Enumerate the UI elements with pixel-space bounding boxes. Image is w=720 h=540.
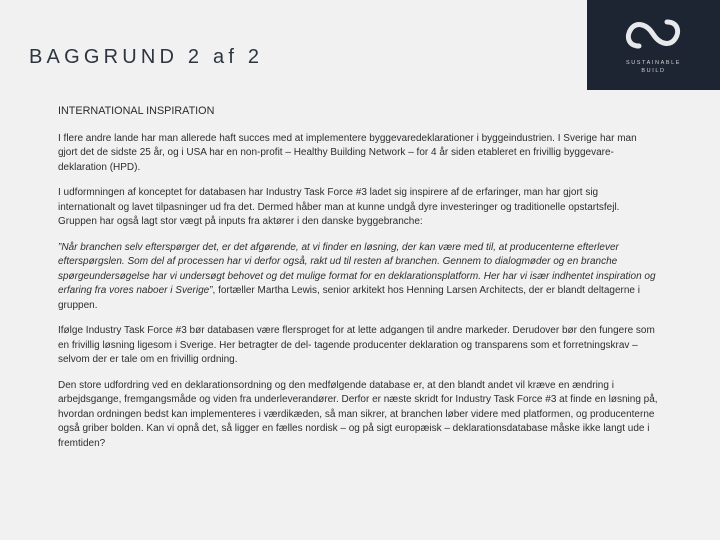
article-body xyxy=(58,104,658,462)
quote-text: ”Når branchen selv efterspørger det, er det afgørende, at vi finder en løsning, der kan være med til, at producenterne efterlever efterspørgslen. Som del af processen har vi derfor også, rakt ud til resten af branchen. Gennem to dialogmøder og en branche spørgeundersøgelse har vi undersøgt behovet og det mulige format for en deklarationsplatform. Her har vi især indhentet inspiration og erfaring fra vores naboer i Sverige” xyxy=(58,241,656,296)
infinity-logo-icon xyxy=(622,16,684,52)
logo-text-sustainable: SUSTAINABLE xyxy=(625,60,682,66)
logo-text-build: BUILD xyxy=(641,68,666,74)
logo-panel xyxy=(587,0,720,90)
section-heading: INTERNATIONAL INSPIRATION xyxy=(58,105,215,117)
slide-title: BAGGRUND 2 af 2 xyxy=(29,46,264,68)
quote-attribution: , fortæller Martha Lewis, senior arkitekt hos Henning Larsen Architects, der er blandt deltagerne i gruppen. xyxy=(58,285,640,311)
paragraph-challenge: Den store udfordring ved en deklarationsordning og den medfølgende database er, at den blandt andet vil kræve en ændring i arbejdsgange, fremgangsmåde og viden fra underleverandører. Derfor er næste skridt for Industry Task Force #3 at finde en løsning på, hvordan ordningen bedst kan implementeres i værdikæden, så man sikrer, at branchen løber videre med platformen, og producenterne også griber bolden. Kan vi opnå det, så ligger en fælles nordisk – og på sigt europæisk – deklarationsdatabase måske ikke langt ude i fremtiden? xyxy=(58,379,658,449)
quote-paragraph xyxy=(58,241,658,314)
paragraph-multilingual: Ifølge Industry Task Force #3 bør databasen være flersproget for at lette adgangen til andre markeder. Derudover bør den fungere som en frivillig løsning ligesom i Sverige. Her betragter de del- tagende producenter deklaration og transparens som et forretningskrav – selvom der er tale om en frivillig ordning. xyxy=(58,325,655,365)
paragraph-intro: I flere andre lande har man allerede haft succes med at implementere byggevaredeklarationer i byggeindustrien. I Sverige har man gjort det de sidste 25 år, og i USA har en non-profit – Healthy Building Network – for 4 år siden etableret en frivillig byggevare- deklaration (HPD). xyxy=(58,132,637,173)
paragraph-concept: I udformningen af konceptet for databasen har Industry Task Force #3 ladet sig inspirere af de erfaringer, man har gjort sig internationalt og lavet tilpasninger ud fra det. Dermed håber man at kunne undgå dyre investeringer og traditionelle opstartsfejl. Gruppen har også lagt stor vægt på inputs fra aktører i den danske byggebranche: xyxy=(58,187,620,227)
